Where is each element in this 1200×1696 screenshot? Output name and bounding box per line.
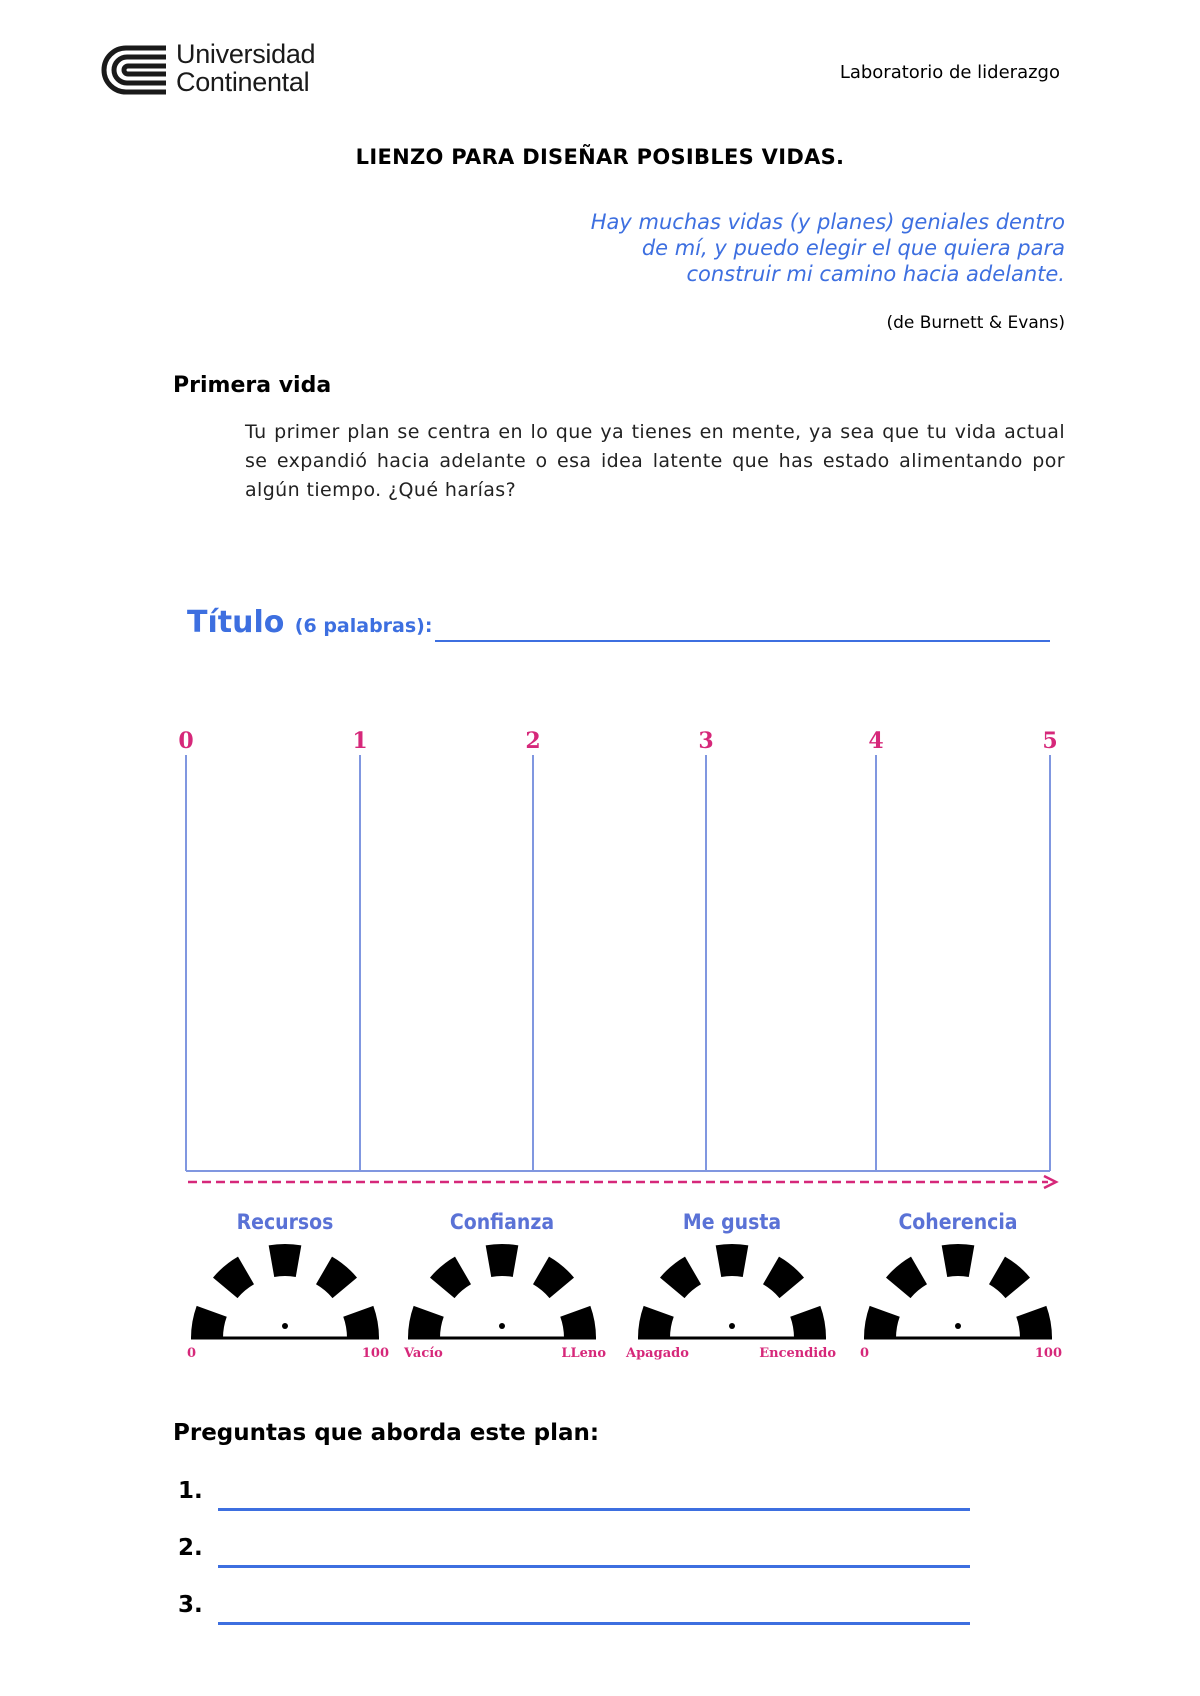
- gauge-title: Recursos: [236, 1210, 334, 1234]
- gauge-min-label: 0: [860, 1346, 870, 1361]
- gauge-segment: [316, 1257, 357, 1299]
- section-heading: Primera vida: [173, 373, 332, 398]
- gauge-max-label: 100: [1034, 1346, 1062, 1361]
- gauge-dial-icon: [397, 1233, 607, 1348]
- timeline-tick-label-5: 5: [1042, 728, 1058, 754]
- gauge-dial-icon: [180, 1233, 390, 1348]
- gauge-segment: [343, 1306, 379, 1338]
- gauge-segment: [942, 1244, 975, 1277]
- gauge-segment: [533, 1257, 574, 1299]
- gauge-pivot-dot: [499, 1323, 505, 1329]
- gauge-segment: [269, 1244, 302, 1277]
- gauge-segment: [560, 1306, 596, 1338]
- logo-line-2: Continental: [176, 67, 310, 97]
- gauge-max-label: LLeno: [561, 1346, 606, 1361]
- section-intro: Tu primer plan se centra en lo que ya tienes en mente, ya sea que tu vida actual se expandió hacia adelante o esa idea latente que has estado alimentando por algún tiempo. ¿Qué harías?: [245, 421, 1065, 501]
- gauge-segment: [638, 1306, 674, 1338]
- titulo-word: Título: [187, 605, 285, 640]
- gauge-title: Confianza: [449, 1210, 555, 1234]
- gauge-dial-icon: [627, 1233, 837, 1348]
- gauge-segment: [716, 1244, 749, 1277]
- question-answer-line[interactable]: [218, 1508, 970, 1511]
- gauge-segment: [864, 1306, 900, 1338]
- question-number: 2.: [178, 1535, 203, 1561]
- questions-heading: Preguntas que aborda este plan:: [173, 1420, 600, 1446]
- logo-line-1: Universidad: [176, 39, 316, 69]
- gauge-max-label: 100: [361, 1346, 389, 1361]
- quote-attribution: (de Burnett & Evans): [886, 313, 1065, 333]
- gauge-segment: [408, 1306, 444, 1338]
- gauge-pivot-dot: [282, 1323, 288, 1329]
- gauge-min-label: Apagado: [626, 1346, 689, 1361]
- gauge-title: Me gusta: [682, 1210, 782, 1234]
- gauge-segment: [191, 1306, 227, 1338]
- document-title: LIENZO PARA DISEÑAR POSIBLES VIDAS.: [355, 145, 845, 169]
- gauge-segment: [989, 1257, 1030, 1299]
- titulo-hint: (6 palabras):: [294, 615, 433, 637]
- timeline-tick-label-0: 0: [178, 728, 194, 754]
- gauge-segment: [790, 1306, 826, 1338]
- gauge-min-label: Vacío: [404, 1346, 443, 1361]
- question-row: [178, 1478, 978, 1518]
- timeline-tick-label-1: 1: [352, 728, 368, 754]
- question-row: [178, 1535, 978, 1575]
- gauge-segment: [213, 1257, 254, 1299]
- gauge-title: Coherencia: [898, 1210, 1018, 1234]
- timeline-tick-label-2: 2: [525, 728, 541, 754]
- course-name: Laboratorio de liderazgo: [839, 62, 1060, 83]
- quote-text: Hay muchas vidas (y planes) geniales dentro de mí, y puedo elegir el que quiera para construir mi camino hacia adelante.: [590, 210, 1065, 286]
- question-answer-line[interactable]: [218, 1565, 970, 1568]
- gauge-dial-icon: [853, 1233, 1063, 1348]
- timeline-tick-label-3: 3: [698, 728, 714, 754]
- gauge-segment: [486, 1244, 519, 1277]
- question-row: [178, 1592, 978, 1632]
- question-answer-line[interactable]: [218, 1622, 970, 1625]
- gauge-min-label: 0: [187, 1346, 197, 1361]
- question-number: 1.: [178, 1478, 203, 1504]
- gauge-segment: [660, 1257, 701, 1299]
- gauge-max-label: Encendido: [759, 1346, 836, 1361]
- gauge-segment: [886, 1257, 927, 1299]
- gauge-segment: [1016, 1306, 1052, 1338]
- gauge-pivot-dot: [729, 1323, 735, 1329]
- gauge-segment: [430, 1257, 471, 1299]
- timeline-tick-label-4: 4: [868, 728, 884, 754]
- gauge-pivot-dot: [955, 1323, 961, 1329]
- question-number: 3.: [178, 1592, 203, 1618]
- gauge-segment: [763, 1257, 804, 1299]
